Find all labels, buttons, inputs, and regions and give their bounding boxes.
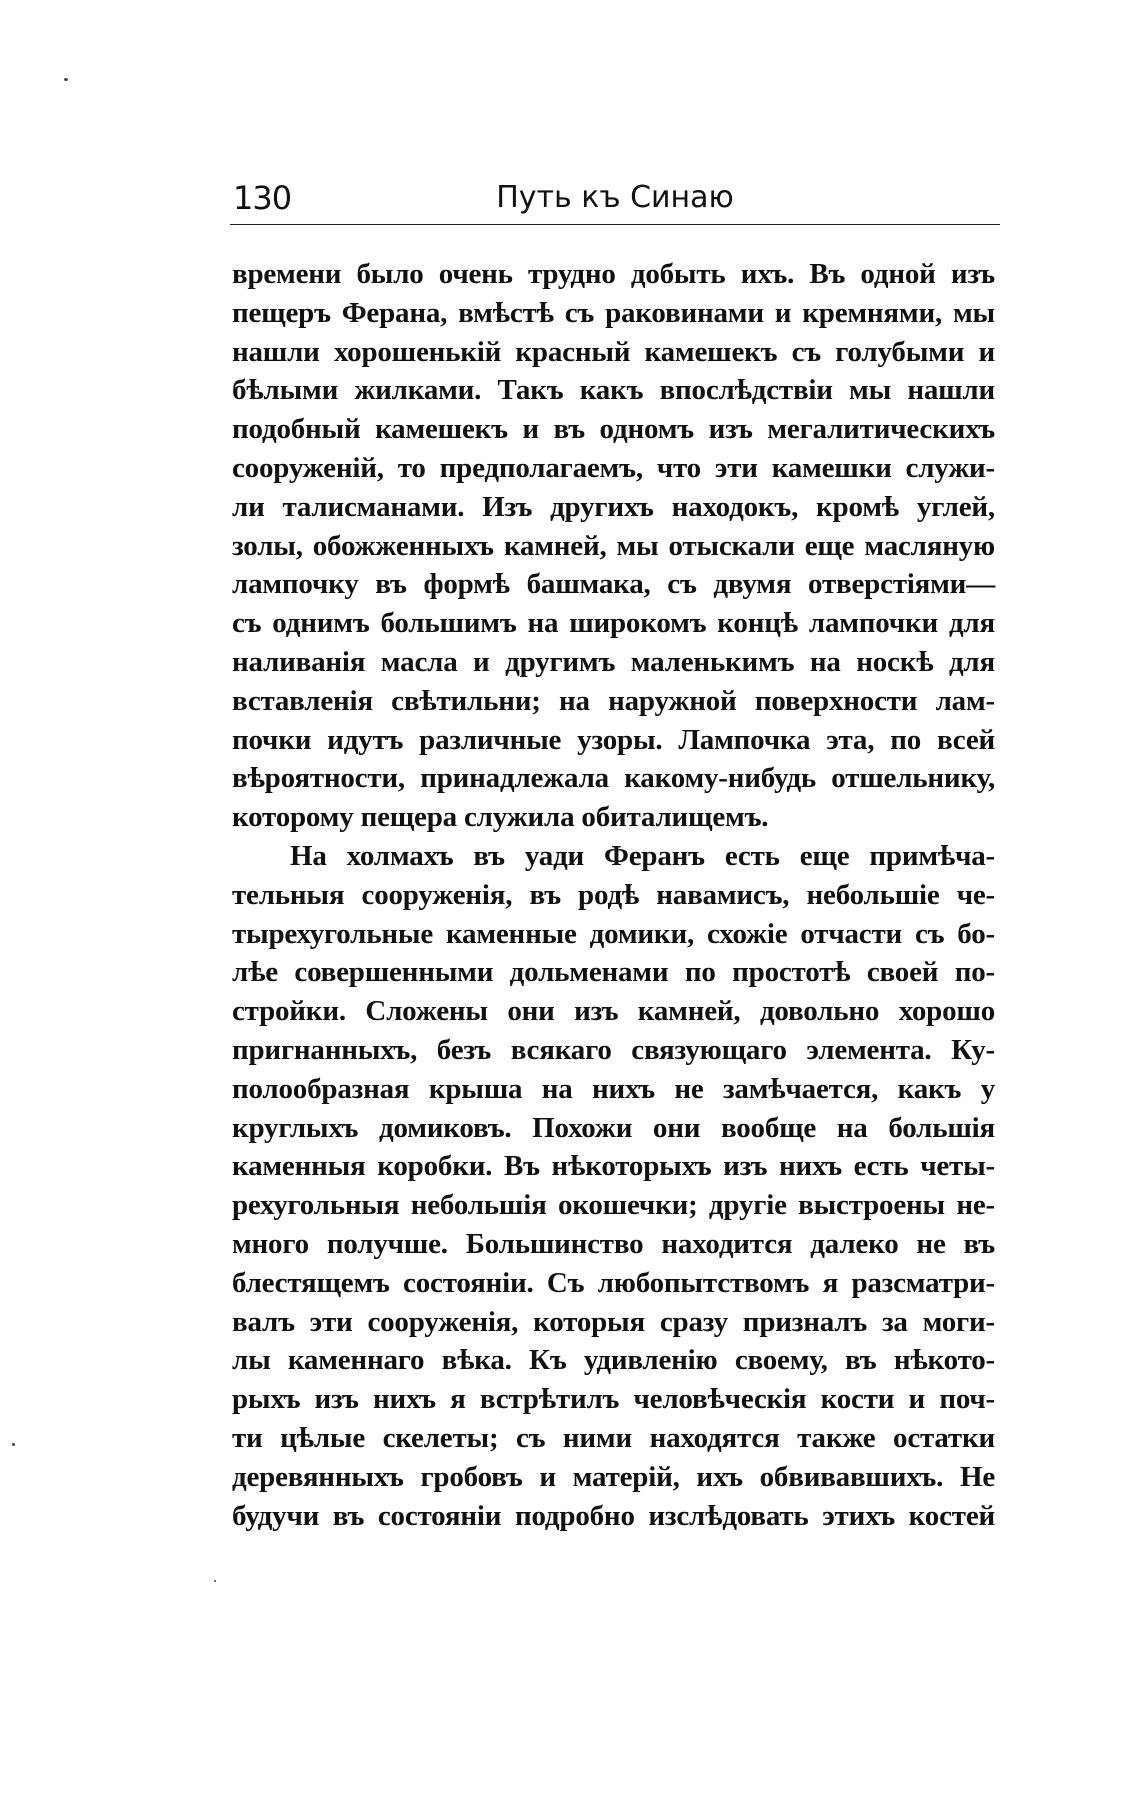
text-line: наливанія масла и другимъ маленькимъ на носкѣ для: [232, 645, 995, 678]
text-line: стройки. Сложены они изъ камней, довольно хорошо: [232, 995, 995, 1028]
text-line: вставленія свѣтильни; на наружной поверхности лам-: [232, 684, 995, 717]
text-line: пещеръ Ферана, вмѣстѣ съ раковинами и кремнями, мы: [232, 296, 995, 329]
text-line: много получше. Большинство находится далеко не въ: [232, 1227, 995, 1260]
header-rule: [230, 224, 1000, 225]
text-line: круглыхъ домиковъ. Похожи они вообще на большія: [232, 1111, 995, 1144]
text-line: нашли хорошенькій красный камешекъ съ голубыми и: [232, 335, 995, 368]
running-title: Путь къ Синаю: [496, 180, 734, 215]
text-line: деревянныхъ гробовъ и матерій, ихъ обвивавшихъ. Не: [232, 1460, 995, 1493]
text-line: времени было очень трудно добыть ихъ. Въ одной изъ: [232, 258, 995, 290]
text-line: лампочку въ формѣ башмака, съ двумя отверстіями—: [232, 568, 995, 601]
text-line: которому пещера служила обиталищемъ.: [232, 801, 769, 834]
body-text: [232, 255, 995, 1535]
text-line: ти цѣлые скелеты; съ ними находятся также остатки: [232, 1421, 995, 1454]
text-line: вѣроятности, принадлежала какому-нибудь отшельнику,: [232, 762, 995, 795]
text-line: валъ эти сооруженія, которыя сразу призналъ за моги-: [232, 1305, 995, 1338]
paragraph-2: [232, 837, 995, 1535]
text-line: каменныя коробки. Въ нѣкоторыхъ изъ нихъ есть четы-: [232, 1150, 995, 1183]
page-header: [230, 178, 1000, 226]
text-line: тельныя сооруженія, въ родѣ навамисъ, небольшіе че-: [232, 878, 995, 911]
text-line: На холмахъ въ уади Феранъ есть еще примѣча-: [290, 839, 995, 872]
text-line: ли талисманами. Изъ другихъ находокъ, кромѣ углей,: [232, 490, 995, 523]
paragraph-1: [232, 255, 995, 837]
print-speck: [214, 1580, 216, 1582]
text-line: пригнанныхъ, безъ всякаго связующаго элемента. Ку-: [232, 1033, 995, 1066]
text-line: лѣе совершенными дольменами по простотѣ своей по-: [232, 956, 995, 989]
text-line: будучи въ состояніи подробно изслѣдовать этихъ костей: [232, 1499, 995, 1532]
text-line: лы каменнаго вѣка. Къ удивленію своему, въ нѣкото-: [232, 1344, 995, 1377]
text-line: подобный камешекъ и въ одномъ изъ мегалитическихъ: [232, 413, 995, 446]
text-line: блестящемъ состояніи. Съ любопытствомъ я разсматри-: [232, 1266, 995, 1299]
text-line: золы, обожженныхъ камней, мы отыскали еще масляную: [232, 529, 995, 562]
text-line: тырехугольные каменные домики, схожіе отчасти съ бо-: [232, 917, 995, 950]
print-speck: [12, 1443, 15, 1446]
print-speck: [64, 78, 68, 81]
text-line: сооруженій, то предполагаемъ, что эти камешки служи-: [232, 451, 995, 484]
text-line: рыхъ изъ нихъ я встрѣтилъ человѣческія кости и поч-: [232, 1383, 995, 1416]
page-number: 130: [233, 179, 292, 217]
text-line: бѣлыми жилками. Такъ какъ впослѣдствіи мы нашли: [232, 374, 995, 407]
text-line: почки идутъ различные узоры. Лампочка эта, по всей: [232, 723, 995, 756]
text-line: съ однимъ большимъ на широкомъ концѣ лампочки для: [232, 607, 995, 640]
text-line: полообразная крыша на нихъ не замѣчается, какъ у: [232, 1072, 995, 1105]
text-line: рехугольныя небольшія окошечки; другіе выстроены не-: [232, 1189, 995, 1222]
